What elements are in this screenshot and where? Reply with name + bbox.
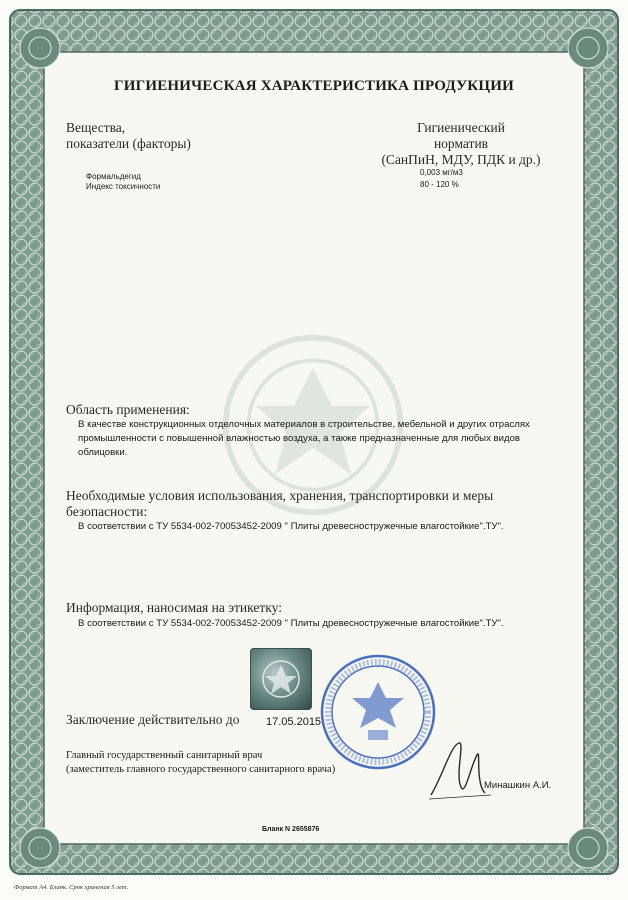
conditions-heading-line2: безопасности:	[66, 504, 148, 519]
hologram-sticker-icon	[250, 648, 312, 710]
scope-heading: Область применения:	[66, 402, 190, 417]
substance-row-1: Формальдегид	[86, 172, 141, 181]
official-stamp-icon	[318, 652, 438, 772]
signatory-title-line2: (заместитель главного государственного санитарного врача)	[66, 764, 336, 775]
column-header-norm-line1: Гигиенический	[417, 120, 505, 135]
norm-row-2: 80 - 120 %	[420, 180, 459, 189]
conditions-heading-line1: Необходимые условия использования, хранения, транспортировки и меры	[66, 488, 494, 503]
norm-row-1: 0,003 мг/м3	[420, 168, 463, 177]
column-header-substances-line2: показатели (факторы)	[66, 136, 191, 151]
signature-icon	[425, 735, 495, 805]
column-header-substances-line1: Вещества,	[66, 120, 126, 135]
signatory-name: Минашкин А.И.	[484, 780, 552, 791]
substance-row-2: Индекс токсичности	[86, 182, 161, 191]
conditions-text: В соответствии с ТУ 5534-002-70053452-2009 " Плиты древесностружечные влагостойкие".ТУ".	[78, 521, 504, 532]
label-info-text: В соответствии с ТУ 5534-002-70053452-2009 " Плиты древесностружечные влагостойкие".ТУ".	[78, 618, 504, 629]
scope-text: В качестве конструкционных отделочных материалов в строительстве, мебельной и других отраслях промышленности с повышенной влажностью воздуха, а также предназначенные для любых видов облицовки.	[78, 419, 530, 458]
validity-date: 17.05.2015	[266, 716, 322, 728]
footer-note: Формат А4. Бланк. Срок хранения 5 лет.	[14, 884, 129, 891]
column-header-norm-line2: норматив	[433, 136, 489, 151]
form-number: Бланк N 2655876	[262, 826, 320, 833]
label-info-heading: Информация, наносимая на этикетку:	[66, 600, 282, 615]
validity-label: Заключение действительно до	[66, 712, 240, 727]
column-header-norm-line3: (СанПиН, МДУ, ПДК и др.)	[381, 152, 541, 167]
signatory-title-line1: Главный государственный санитарный врач	[66, 750, 263, 761]
document-title: ГИГИЕНИЧЕСКАЯ ХАРАКТЕРИСТИКА ПРОДУКЦИИ	[114, 78, 514, 94]
